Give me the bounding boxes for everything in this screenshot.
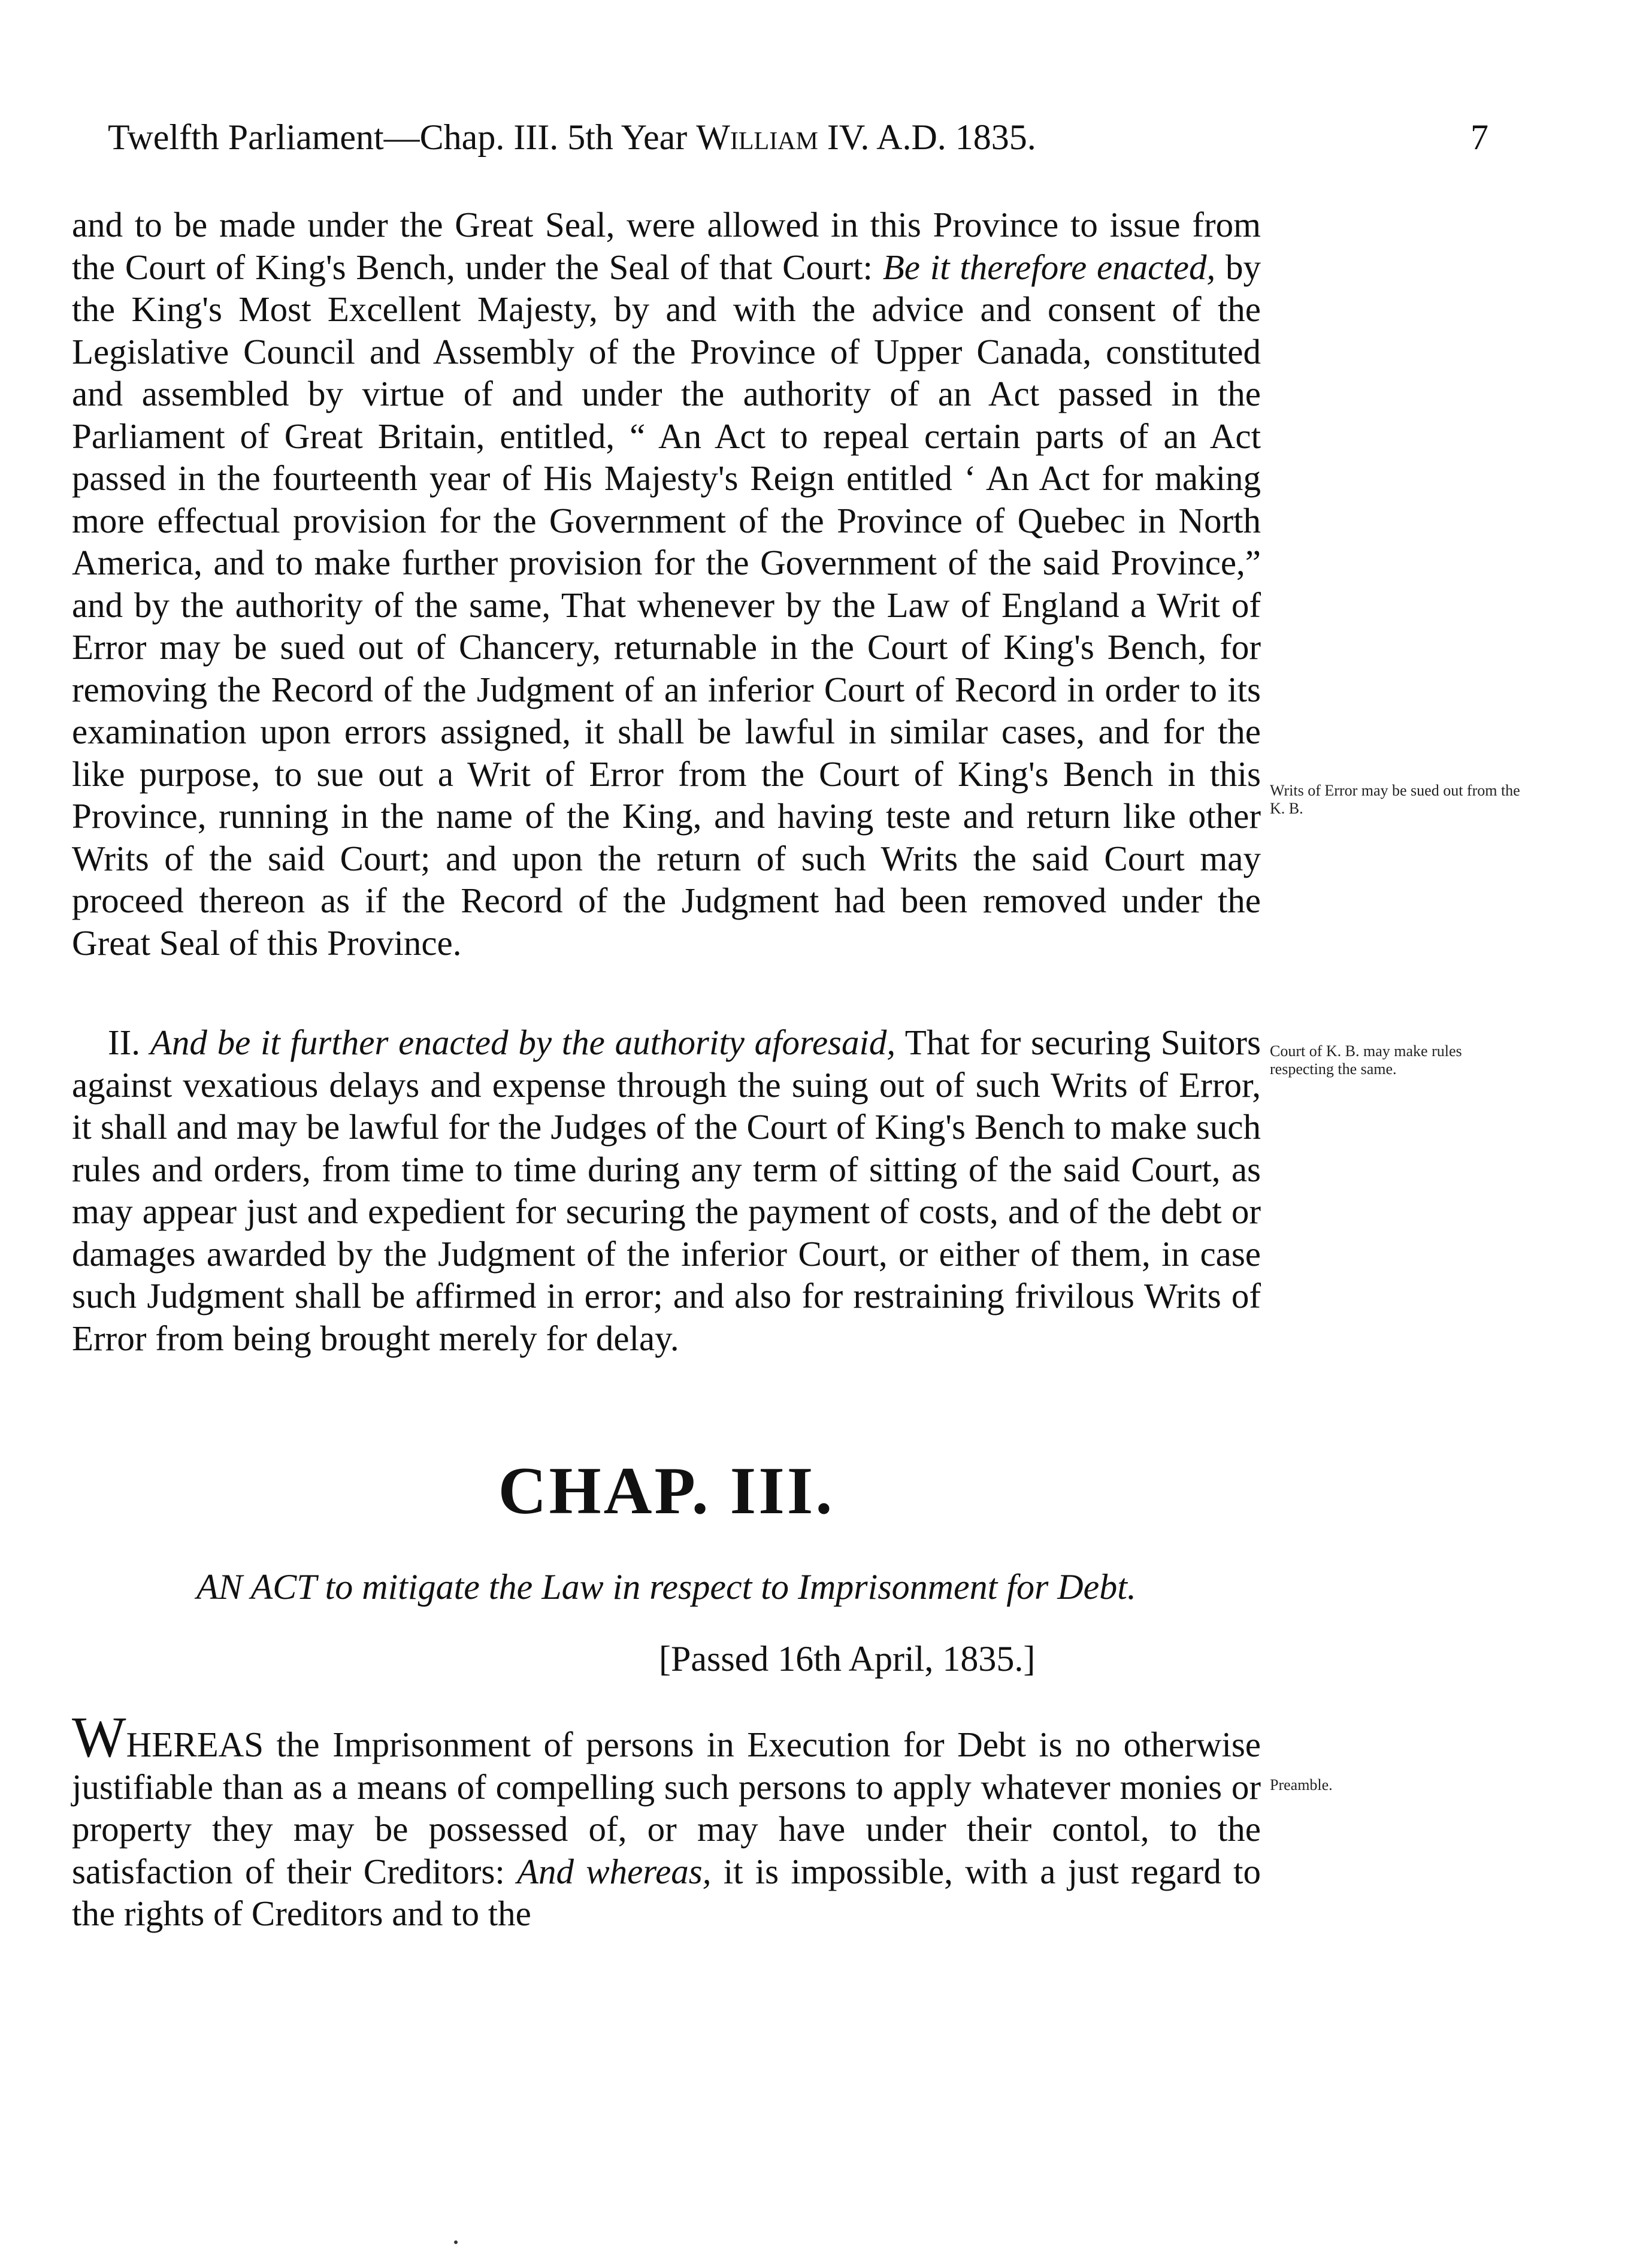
page-number: 7 bbox=[1471, 117, 1488, 157]
preamble-text-b: it is impossible, with a just regard to the rights of Creditors and to the bbox=[72, 1851, 1261, 1933]
drop-initial: W bbox=[72, 1705, 126, 1769]
passed-date: [Passed 16th April, 1835.] bbox=[659, 1639, 1036, 1679]
section-1-paragraph bbox=[72, 204, 1261, 964]
running-head bbox=[108, 117, 1246, 158]
running-head-king: William bbox=[696, 117, 818, 157]
margin-note-court-rules: Court of K. B. may make rules respecting the same. bbox=[1270, 1042, 1462, 1078]
section-2-paragraph bbox=[72, 1021, 1261, 1359]
chapter-heading: CHAP. III. bbox=[498, 1454, 835, 1528]
act-title bbox=[72, 1567, 1261, 1608]
print-speck bbox=[454, 2240, 458, 2244]
preamble-whereas: And whereas, bbox=[516, 1851, 712, 1891]
preamble-text-a: HEREAS the Imprisonment of persons in Execution for Debt is no otherwise justifiable than as a means of compelling such persons to apply whatever monies or property they may be possessed of, or may have under their contol, to the satisfaction of their Creditors: bbox=[72, 1725, 1261, 1891]
section-number: II. bbox=[108, 1023, 150, 1062]
preamble-paragraph bbox=[72, 1705, 1261, 1935]
para1-enacting-clause: Be it therefore enacted, bbox=[882, 247, 1216, 287]
para1-text-a: and to be made under the Great Seal, were allowed in this Province to issue from the Court of King's Bench, under the Seal of that Court: bbox=[72, 205, 1261, 287]
para2-text: That for securing Suitors against vexatious delays and expense through the suing out of such Writs of Error, it shall and may be lawful for the Judges of the Court of King's Bench to make such rules and orders, from time to time during any term of sitting of the said Court, as may appear just and expedient for securing the payment of costs, and of the debt or damages awarded by the Judgment of the inferior Court, or either of them, in case such Judgment shall be affirmed in error; and also for restraining frivilous Writs of Error from being brought merely for delay. bbox=[72, 1023, 1261, 1358]
para1-text-b: by the King's Most Excellent Majesty, by and with the advice and consent of the Legislative Council and Assembly of the Province of Upper Canada, constituted and assembled by virtue of and under the authority of an Act passed in the Parliament of Great Britain, entitled, “ An Act to repeal certain parts of an Act passed in the fourteenth year of His Majesty's Reign entitled ‘ An Act for making more effectual provision for the Government of the Province of Quebec in North America, and to make further provision for the Government of the said Province,” and by the authority of the same, That whenever by the Law of England a Writ of Error may be sued out of Chancery, returnable in the Court of King's Bench, for removing the Record of the Judgment of an inferior Court of Record in order to its examination upon errors assigned, it shall be lawful in similar cases, and for the like purpose, to sue out a Writ of Error from the Court of King's Bench in this Province, running in the name of the King, and having teste and return like other Writs of the said Court; and upon the return of such Writs the said Court may proceed thereon as if the Record of the Judgment had been removed under the Great Seal of this Province. bbox=[72, 247, 1261, 963]
margin-note-writs: Writs of Error may be sued out from the K. B. bbox=[1270, 782, 1520, 817]
running-head-suffix: IV. A.D. 1835. bbox=[818, 117, 1036, 157]
margin-note-preamble: Preamble. bbox=[1270, 1776, 1333, 1794]
act-title-text: to mitigate the Law in respect to Imprisonment for Debt. bbox=[316, 1567, 1136, 1607]
act-title-prefix: AN ACT bbox=[196, 1567, 316, 1607]
para2-enacting-clause: And be it further enacted by the authority aforesaid, bbox=[150, 1023, 896, 1062]
running-head-prefix: Twelfth Parliament—Chap. III. 5th Year bbox=[108, 117, 697, 157]
